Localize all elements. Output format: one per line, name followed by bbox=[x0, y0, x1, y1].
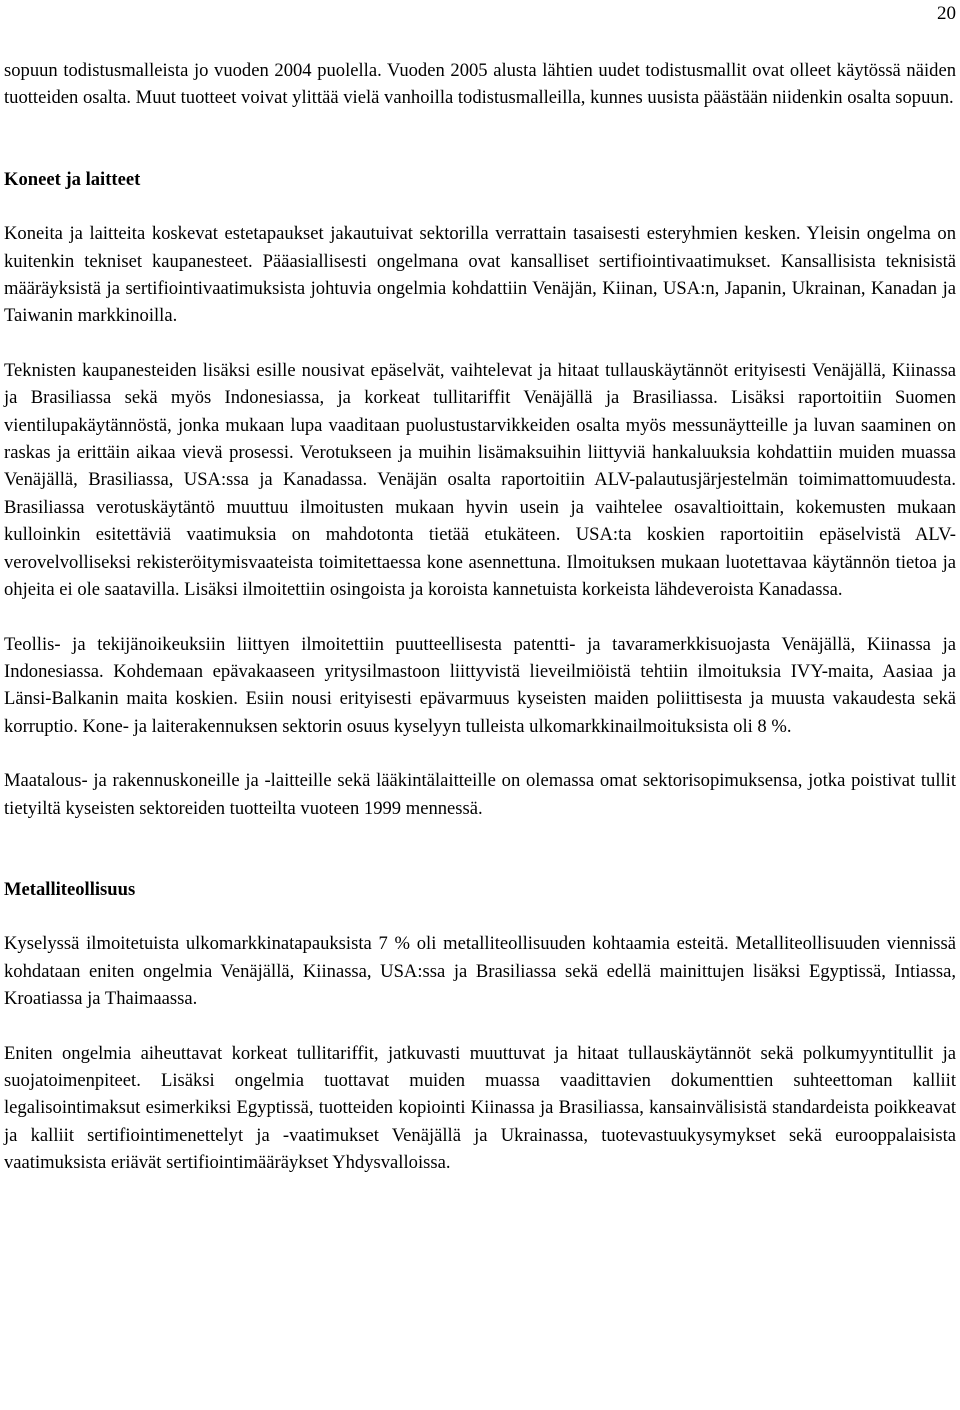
paragraph-metalli-1: Kyselyssä ilmoitetuista ulkomarkkinatapauksista 7 % oli metalliteollisuuden kohtaamia esteitä. Metalliteollisuuden viennissä kohdataan eniten ongelmia Venäjällä, Kiinassa, USA:ssa ja Brasiliassa sekä edellä mainittujen lisäksi Egyptissä, Intiassa, Kroatiassa ja Thaimaassa. bbox=[4, 933, 956, 1010]
paragraph-intro: sopuun todistusmalleista jo vuoden 2004 puolella. Vuoden 2005 alusta lähtien uudet todistusmallit ovat olleet käytössä näiden tuotteiden osalta. Muut tuotteet voivat ylittää vielä vanhoilla todistusmalleilla, kunnes uusista päästään niidenkin osalta sopuun. bbox=[4, 60, 956, 109]
document-body bbox=[4, 57, 956, 1177]
spacer bbox=[4, 740, 956, 767]
spacer bbox=[4, 193, 956, 220]
paragraph-koneet-1: Koneita ja laitteita koskevat estetapaukset jakautuivat sektorilla verrattain tasaisesti esteryhmien kesken. Yleisin ongelma on kuitenkin tekniset kaupanesteet. Pääasiallisesti ongelmana ovat kansalliset sertifiointivaatimukset. Kansallisista teknisistä määräyksistä ja sertifiointivaatimuksista johtuvia ongelmia kohdattiin Venäjän, Kiinan, USA:n, Japanin, Ukrainan, Kanadan ja Taiwanin markkinoilla. bbox=[4, 223, 956, 327]
spacer bbox=[4, 330, 956, 357]
section-heading-koneet: Koneet ja laitteet bbox=[4, 168, 141, 190]
spacer bbox=[4, 604, 956, 631]
spacer bbox=[4, 112, 956, 166]
section-heading-metalli: Metalliteollisuus bbox=[4, 878, 136, 900]
spacer bbox=[4, 1013, 956, 1040]
paragraph-koneet-4: Maatalous- ja rakennuskoneille ja -laitteille sekä lääkintälaitteille on olemassa omat sektorisopimuksensa, jotka poistivat tullit tietyiltä kyseisten sektoreiden tuotteilta vuoteen 1999 mennessä. bbox=[4, 770, 956, 819]
spacer bbox=[4, 903, 956, 930]
paragraph-koneet-3: Teollis- ja tekijänoikeuksiin liittyen ilmoitettiin puutteellisesta patentti- ja tavaramerkkisuojasta Venäjällä, Kiinassa ja Indonesiassa. Kohdemaan epävakaaseen yritysilmastoon liittyvistä lieveilmiöistä tehtiin ilmoituksia IVY-maita, Aasiaa ja Länsi-Balkanin maita koskien. Esiin nousi erityisesti epävarmuus kyseisten maiden poliittisesta ja muusta vakaudesta sekä korruptio. Kone- ja laiterakennuksen sektorin osuus kyselyyn tulleista ulkomarkkinailmoituksista oli 8 %. bbox=[4, 633, 956, 737]
paragraph-metalli-2: Eniten ongelmia aiheuttavat korkeat tullitariffit, jatkuvasti muuttuvat ja hitaat tullauskäytännöt sekä polkumyyntitullit ja suojatoimenpiteet. Lisäksi ongelmia tuottavat muiden muassa vaadittavien dokumenttien suhteettoman kalliit legalisointimaksut esimerkiksi Egyptissä, tuotteiden kopiointi Kiinassa ja Brasiliassa, kansainvälisistä standardeista poikkeavat ja kalliit sertifiointimenettelyt ja -vaatimukset Venäjällä ja Ukrainassa, tuotevastuukysymykset sekä eurooppalaisista vaatimuksista eriävät sertifiointimääräykset Yhdysvalloissa. bbox=[4, 1042, 956, 1174]
paragraph-koneet-2: Teknisten kaupanesteiden lisäksi esille nousivat epäselvät, vaihtelevat ja hitaat tullauskäytännöt erityisesti Venäjällä, Kiinassa ja Brasiliassa sekä myös Indonesiassa, ja korkeat tullitariffit Venäjällä ja Brasiliassa. Lisäksi raportoitiin Suomen vientilupakäytännöstä, jonka mukaan lupa vaaditaan puolustustarvikkeiden osalta myös messunäytteille ja luvan saaminen on raskas ja erittäin aikaa vievä prosessi. Verotukseen ja muihin lisämaksuihin liittyviä hankaluuksia kohdattiin muiden muassa Venäjällä, Brasiliassa, USA:ssa ja Kanadassa. Venäjän osalta raportoitiin ALV-palautusjärjestelmän toimimattomuudesta. Brasiliassa verotuskäytäntö muuttuu ilmoitusten mukaan hyvin usein ja vaihtelee osavaltioittain, kokemusten mukaan kulloinkin esitettäviä vaatimuksia on mahdotonta tietää etukäteen. USA:ta koskien raportoitiin epäselvistä ALV-verovelvolliseksi rekisteröitymisvaateista toimitettaessa kone asennettuna. Ilmoituksen mukaan luotettavaa käytännön tietoa ja ohjeita ei ole saatavilla. Lisäksi ilmoitettiin osingoista ja koroista kannetuista korkeista lähdeveroista Kanadassa. bbox=[4, 359, 956, 601]
spacer bbox=[4, 822, 956, 876]
page-number: 20 bbox=[937, 3, 956, 24]
